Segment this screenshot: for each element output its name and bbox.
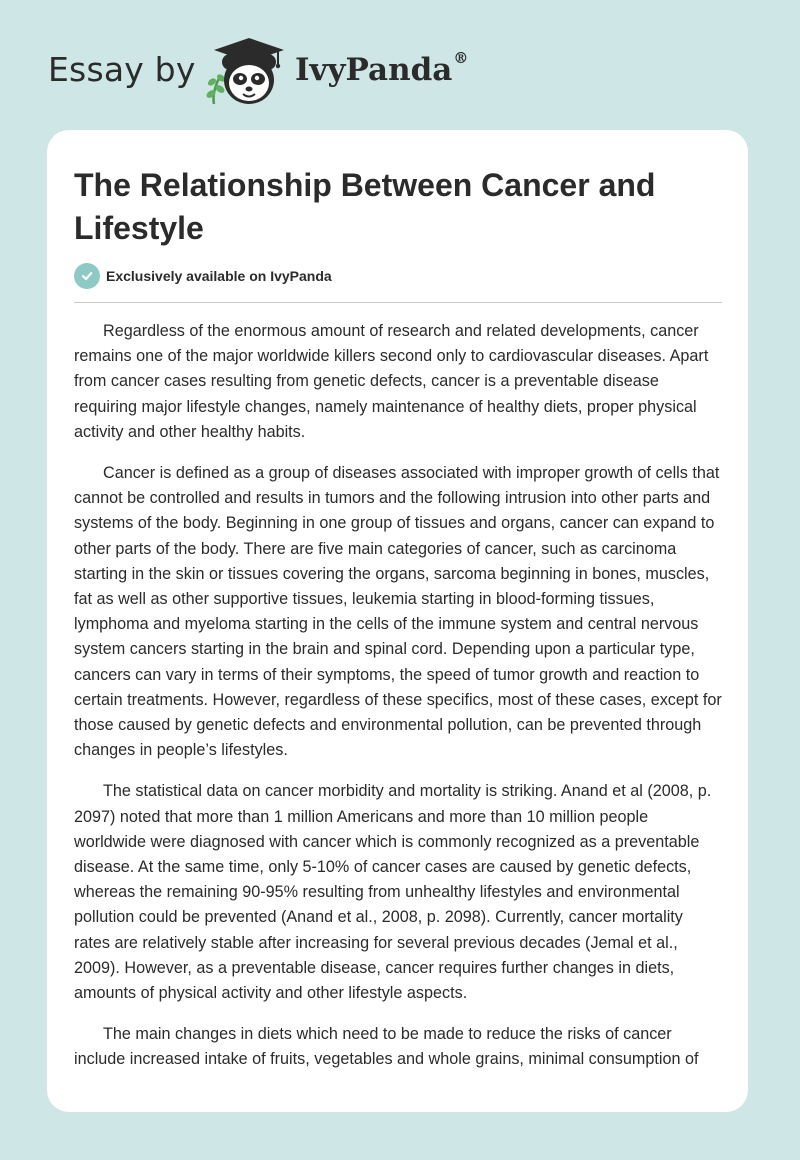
paragraph: Regardless of the enormous amount of research and related developments, cancer remains one of the major worldwide killers second only to cardiovascular diseases. Apart from cancer cases resulting from genetic defects, cancer is a preventable disease requiring major lifestyle changes, namely maintenance of healthy diets, proper physical activity and other healthy habits. (74, 322, 709, 441)
brand-label: IvyPanda (295, 52, 453, 88)
page-title: The Relationship Between Cancer and Lifestyle (74, 167, 656, 246)
registered-mark: ® (453, 48, 469, 67)
divider (74, 302, 722, 303)
paragraph: The main changes in diets which need to be made to reduce the risks of cancer include increased intake of fruits, vegetables and whole grains, minimal consumption of (74, 1025, 699, 1069)
paragraph: The statistical data on cancer morbidity and mortality is striking. Anand et al (2008, p. 2097) noted that more than 1 million Americans and more than 10 million people worldwide were diagnosed with cancer which is commonly recognized as a preventable disease. At the same time, only 5-10% of cancer cases are caused by genetic defects, whereas the remaining 90-95% resulting from unhealthy lifestyles and environmental pollution could be prevented (Anand et al., 2008, p. 2098). Currently, cancer mortality rates are relatively stable after increasing for several previous decades (Jemal et al., 2009). However, as a preventable disease, cancer requires further changes in diets, amounts of physical activity and other lifestyle aspects. (74, 782, 712, 1003)
check-icon (74, 263, 100, 289)
exclusive-badge (74, 263, 332, 289)
exclusive-label: Exclusively available on IvyPanda (106, 268, 332, 284)
essay-by-label: Essay by (48, 50, 196, 89)
essay-card (47, 130, 748, 1112)
essay-body (74, 319, 722, 1089)
site-header (0, 0, 800, 120)
paragraph: Cancer is defined as a group of diseases associated with improper growth of cells that cannot be controlled and results in tumors and the following intrusion into other parts and systems of the body. Beginning in one group of tissues and organs, cancer can expand to other parts of the body. There are five main categories of cancer, such as carcinoma starting in the skin or tissues covering the organs, sarcoma beginning in bones, muscles, fat as well as other supportive tissues, leukemia starting in blood-forming tissues, lymphoma and myeloma starting in the cells of the immune system and central nervous system cancers starting in the brain and spinal cord. Depending upon a particular type, cancers can vary in terms of their symptoms, the speed of tumor growth and reaction to certain treatments. However, regardless of these specifics, most of these cases, except for those caused by genetic defects and environmental pollution, can be prevented through changes in people’s lifestyles. (74, 464, 722, 760)
panda-graduate-icon[interactable] (200, 32, 292, 108)
brand-name[interactable] (295, 48, 469, 88)
